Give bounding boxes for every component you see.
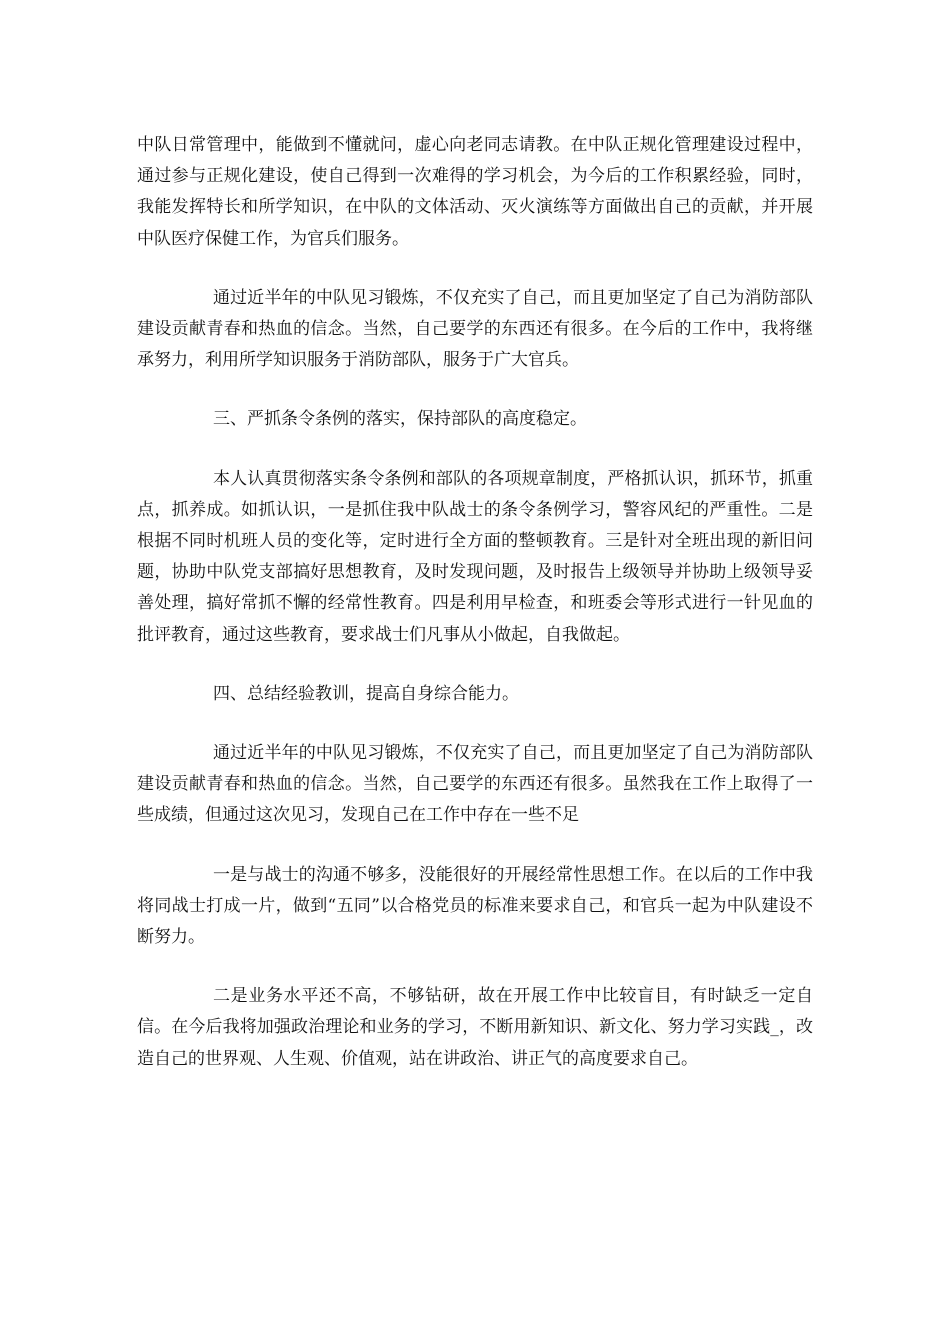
paragraph-experience: 通过近半年的中队见习锻炼，不仅充实了自己，而且更加坚定了自己为消防部队建设贡献青春和热血的信念。当然，自己要学的东西还有很多。虽然我在工作上取得了一些成绩，但通过这次见习，发现自己在工作中存在一些不足 [137, 743, 813, 826]
section-heading-three: 三、严抓条令条例的落实，保持部队的高度稳定。 [213, 409, 587, 430]
paragraph-shortcoming-one: 一是与战士的沟通不够多，没能很好的开展经常性思想工作。在以后的工作中我将同战士打成一片，做到“五同”以合格党员的标准来要求自己，和官兵一起为中队建设不断努力。 [137, 864, 813, 948]
document-page [137, 130, 813, 1103]
paragraph-shortcoming-two: 二是业务水平还不高，不够钻研，故在开展工作中比较盲目，有时缺乏一定自信。在今后我将加强政治理论和业务的学习，不断用新知识、新文化、努力学习实践_，改造自己的世界观、人生观、价值观，站在讲政治、讲正气的高度要求自己。 [137, 986, 813, 1069]
section-heading-four: 四、总结经验教训，提高自身综合能力。 [213, 683, 519, 704]
paragraph-training-summary: 通过近半年的中队见习锻炼，不仅充实了自己，而且更加坚定了自己为消防部队建设贡献青春和热血的信念。当然，自己要学的东西还有很多。在今后的工作中，我将继承努力，利用所学知识服务于消防部队，服务于广大官兵。 [137, 287, 813, 371]
paragraph-intro: 中队日常管理中，能做到不懂就问，虚心向老同志请教。在中队正规化管理建设过程中，通过参与正规化建设，使自己得到一次难得的学习机会，为今后的工作积累经验，同时，我能发挥特长和所学知识，在中队的文体活动、灭火演练等方面做出自己的贡献，并开展中队医疗保健工作，为官兵们服务。 [137, 135, 813, 249]
paragraph-regulations: 本人认真贯彻落实条令条例和部队的各项规章制度，严格抓认识，抓环节，抓重点，抓养成。如抓认识，一是抓住我中队战士的条令条例学习，警容风纪的严重性。二是根据不同时机班人员的变化等，定时进行全方面的整顿教育。三是针对全班出现的新旧问题，协助中队党支部搞好思想教育，及时发现问题，及时报告上级领导并协助上级领导妥善处理，搞好常抓不懈的经常性教育。四是利用早检查，和班委会等形式进行一针见血的批评教育，通过这些教育，要求战士们凡事从小做起，自我做起。 [137, 468, 813, 645]
